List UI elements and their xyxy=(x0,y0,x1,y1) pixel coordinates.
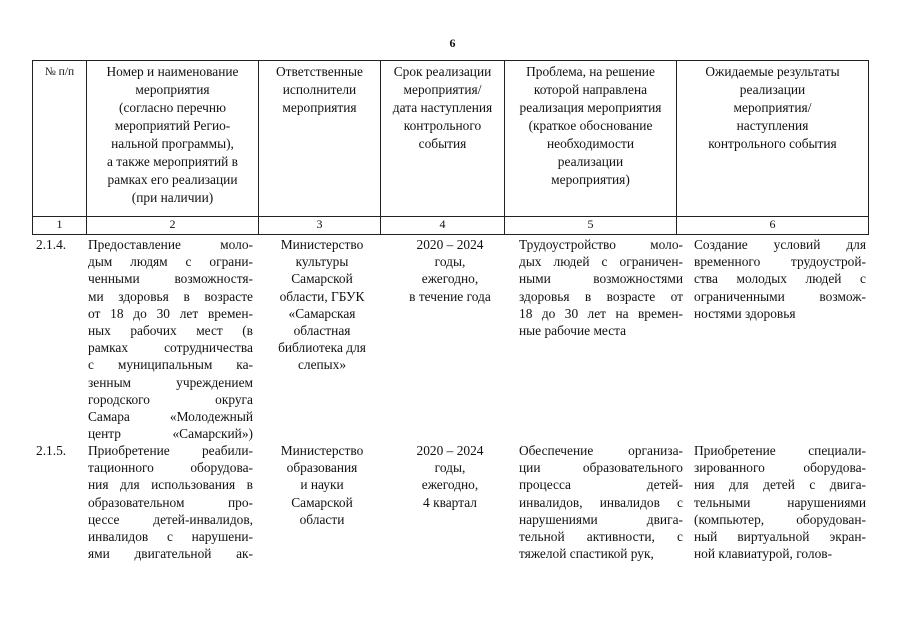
text-line: образования xyxy=(286,460,358,476)
text-line: рамках сотрудничества xyxy=(88,340,253,356)
text-line: реализация мероприятия xyxy=(519,100,662,115)
text-line: необходимости xyxy=(546,136,635,151)
text-line: центр «Самарский») xyxy=(88,426,253,442)
text-line: тельными нарушениями xyxy=(694,494,866,510)
text-line: инвалидов, инвалидов с xyxy=(519,494,683,510)
text-line: Создание условий для xyxy=(694,237,866,252)
text-line: Приобретение специали- xyxy=(694,443,866,458)
text-line: Предоставление моло- xyxy=(88,237,253,252)
text-line: Трудоустройство моло- xyxy=(519,237,683,252)
text-line: инвалидов с нарушени- xyxy=(88,529,253,545)
text-line: нарушениями двига- xyxy=(519,511,683,527)
text-line: (краткое обоснование xyxy=(528,118,653,133)
text-line: ной клавиатурой, голов- xyxy=(694,546,833,562)
table-row xyxy=(32,236,868,442)
expected-results xyxy=(694,442,866,562)
column-number: 1 xyxy=(33,217,87,235)
header-col-3 xyxy=(259,61,381,217)
text-line: Самарской xyxy=(291,271,353,287)
text-line: ежегодно, xyxy=(421,477,479,493)
text-line: культуры xyxy=(295,254,349,270)
text-line: с муниципальным ка- xyxy=(88,357,253,373)
text-line: 2020 – 2024 xyxy=(416,443,484,458)
text-line: (согласно перечню xyxy=(118,100,226,115)
text-line: дым людям с ограни- xyxy=(88,254,253,270)
column-number: 6 xyxy=(677,217,869,235)
text-line: здоровья в возрасте от xyxy=(519,288,683,304)
text-line: нальной программы), xyxy=(111,136,234,151)
text-line: Министерство xyxy=(280,237,364,252)
text-line: 4 квартал xyxy=(423,494,477,510)
text-line: мероприятия xyxy=(282,100,357,115)
text-line: Приобретение реабили- xyxy=(88,443,253,458)
text-line: областная xyxy=(293,323,351,339)
text-line: Номер и наименование xyxy=(106,64,239,79)
header-col-4 xyxy=(381,61,505,217)
table-header xyxy=(32,60,869,235)
text-line: события xyxy=(418,136,467,151)
text-line: реализации xyxy=(557,154,624,169)
text-line: Ожидаемые результаты xyxy=(705,64,840,79)
column-number: 2 xyxy=(87,217,259,235)
text-line: а также мероприятий в xyxy=(107,154,238,169)
text-line: тяжелой спастикой рук, xyxy=(519,546,654,562)
implementation-term xyxy=(388,236,512,305)
text-line: мероприятий Регио- xyxy=(114,118,231,133)
text-line: и науки xyxy=(300,477,344,493)
text-line: которой направлена xyxy=(533,82,648,97)
implementation-term xyxy=(388,442,512,511)
text-line: Министерство xyxy=(280,443,364,458)
text-line: ограниченными возмож- xyxy=(694,288,866,304)
text-line: мероприятия/ xyxy=(733,100,812,115)
text-line: Обеспечение организа- xyxy=(519,443,683,458)
text-line: «Самарская xyxy=(288,305,356,321)
text-line: Самарской xyxy=(291,494,353,510)
text-line: ции образовательного xyxy=(519,460,683,476)
text-line: ями двигательной ак- xyxy=(88,546,253,562)
row-number: 2.1.5. xyxy=(36,443,67,458)
measure-name xyxy=(88,442,253,562)
responsible-executors xyxy=(264,236,380,374)
text-line: наступления xyxy=(736,118,809,133)
text-line: ния для детей с двига- xyxy=(694,477,866,493)
text-line: реализации xyxy=(739,82,806,97)
header-col-2 xyxy=(87,61,259,217)
text-line: ных рабочих мест (в xyxy=(88,323,253,339)
text-line: ми здоровья в возрасте xyxy=(88,288,253,304)
text-line: цессе детей-инвалидов, xyxy=(88,511,253,527)
text-line: 18 до 30 лет на времен- xyxy=(519,305,683,321)
column-numbers-row xyxy=(33,217,869,235)
text-line: области xyxy=(299,511,345,527)
column-number: 5 xyxy=(505,217,677,235)
text-line: дых людей с ограничен- xyxy=(519,254,683,270)
text-line: ный виртуальной экран- xyxy=(694,529,866,545)
text-line: в течение года xyxy=(409,288,491,304)
text-line: Срок реализации xyxy=(393,64,492,79)
text-line: городского округа xyxy=(88,391,253,407)
text-line: от 18 до 30 лет времен- xyxy=(88,305,253,321)
text-line: годы, xyxy=(434,460,466,476)
text-line: исполнители xyxy=(282,82,357,97)
text-line: рамках его реализации xyxy=(107,172,238,187)
column-number: 4 xyxy=(381,217,505,235)
text-line: дата наступления xyxy=(392,100,493,115)
text-line: ностями здоровья xyxy=(694,305,796,321)
text-line: (компьютер, оборудован- xyxy=(694,511,866,527)
text-line: Проблема, на решение xyxy=(526,64,655,79)
text-line: тационного оборудова- xyxy=(88,460,253,476)
text-line: процесса детей- xyxy=(519,477,683,493)
header-col-1: № п/п xyxy=(33,61,87,217)
text-line: ченными возможностя- xyxy=(88,271,253,287)
measure-name xyxy=(88,236,253,442)
problem-description xyxy=(519,442,683,562)
text-line: Ответственные xyxy=(276,64,363,79)
text-line: 2020 – 2024 xyxy=(416,237,484,252)
text-line: ные рабочие места xyxy=(519,323,627,339)
expected-results xyxy=(694,236,866,322)
text-line: зированного оборудова- xyxy=(694,460,866,476)
text-line: библиотека для xyxy=(278,340,366,356)
column-number: 3 xyxy=(259,217,381,235)
text-line: временного трудоустрой- xyxy=(694,254,866,270)
header-row xyxy=(33,61,869,217)
text-line: ния для использования в xyxy=(88,477,253,493)
text-line: Самара «Молодежный xyxy=(88,409,253,425)
text-line: ства молодых людей с xyxy=(694,271,866,287)
page-number: 6 xyxy=(449,36,456,50)
text-line: ными возможностями xyxy=(519,271,683,287)
row-number: 2.1.4. xyxy=(36,237,67,252)
text-line: контрольного xyxy=(403,118,482,133)
text-line: образовательном про- xyxy=(88,494,253,510)
text-line: ежегодно, xyxy=(421,271,479,287)
text-line: мероприятия) xyxy=(551,172,630,187)
responsible-executors xyxy=(264,442,380,528)
text-line: тельной активности, с xyxy=(519,529,683,545)
header-col-5 xyxy=(505,61,677,217)
text-line: области, ГБУК xyxy=(279,288,365,304)
table-body xyxy=(32,236,868,562)
header-col-6 xyxy=(677,61,869,217)
problem-description xyxy=(519,236,683,339)
text-line: (при наличии) xyxy=(131,190,214,205)
text-line: зенным учреждением xyxy=(88,374,253,390)
text-line: мероприятия xyxy=(135,82,210,97)
text-line: слепых» xyxy=(297,357,347,373)
text-line: годы, xyxy=(434,254,466,270)
text-line: мероприятия/ xyxy=(403,82,482,97)
text-line: контрольного события xyxy=(708,136,837,151)
